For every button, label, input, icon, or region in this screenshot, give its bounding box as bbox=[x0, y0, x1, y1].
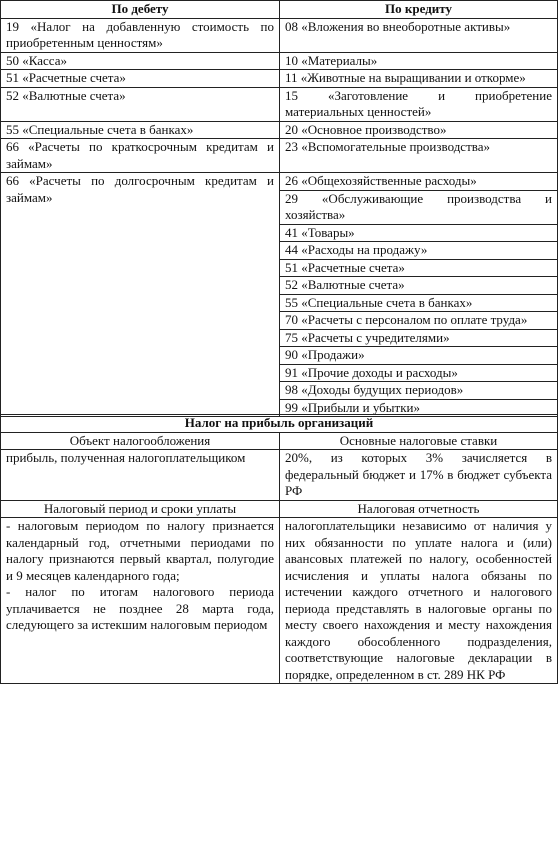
credit-cell: 29 «Обслуживающие производства и хозяйства» bbox=[280, 190, 558, 224]
accounts-row bbox=[1, 121, 558, 139]
profit-tax-row bbox=[1, 450, 558, 501]
profit-tax-title: Налог на прибыль организаций bbox=[1, 415, 558, 433]
credit-header: По кредиту bbox=[280, 1, 558, 19]
debit-cell: 66 «Расчеты по краткосрочным кредитам и займам» bbox=[1, 139, 280, 173]
credit-cell: 23 «Вспомогательные производства» bbox=[280, 139, 558, 173]
accounts-table bbox=[0, 0, 558, 417]
debit-cell: 19 «Налог на добавленную стоимость по приобретенным ценностям» bbox=[1, 18, 280, 52]
reporting-text: налогоплательщики независимо от наличия у них обязанности по уплате налога и (или) авансовых платежей по налогу, особенностей исчисления и уплаты налога обязаны по истечении каждого отчетного и налогового периода представлять в налоговые органы по месту своего нахождения и месту нахождения каждого обособленного подразделения, соответствующие налоговые декларации в порядке, определенном в ст. 289 НК РФ bbox=[280, 518, 558, 684]
credit-cell: 75 «Расчеты с учредителями» bbox=[280, 329, 558, 347]
credit-cell: 41 «Товары» bbox=[280, 224, 558, 242]
accounts-row bbox=[1, 52, 558, 70]
profit-tax-title-row bbox=[1, 415, 558, 433]
credit-cell: 20 «Основное производство» bbox=[280, 121, 558, 139]
reporting-header: Налоговая отчетность bbox=[280, 500, 558, 518]
accounts-row bbox=[1, 139, 558, 173]
credit-cell: 11 «Животные на выращивании и откорме» bbox=[280, 70, 558, 88]
period-text bbox=[1, 518, 280, 684]
credit-cell: 51 «Расчетные счета» bbox=[280, 259, 558, 277]
credit-cell: 55 «Специальные счета в банках» bbox=[280, 294, 558, 312]
credit-cell: 90 «Продажи» bbox=[280, 347, 558, 365]
object-header: Объект налогообложения bbox=[1, 432, 280, 450]
accounts-row bbox=[1, 87, 558, 121]
debit-cell: 55 «Специальные счета в банках» bbox=[1, 121, 280, 139]
credit-cell: 08 «Вложения во внеоборотные активы» bbox=[280, 18, 558, 52]
rates-text: 20%, из которых 3% зачисляется в федеральный бюджет и 17% в бюджет субъекта РФ bbox=[280, 450, 558, 501]
debit-cell: 51 «Расчетные счета» bbox=[1, 70, 280, 88]
profit-tax-table bbox=[0, 414, 558, 684]
credit-cell: 52 «Валютные счета» bbox=[280, 277, 558, 295]
debit-cell: 66 «Расчеты по долгосрочным кредитам и займам» bbox=[1, 173, 280, 417]
debit-header: По дебету bbox=[1, 1, 280, 19]
credit-cell: 91 «Прочие доходы и расходы» bbox=[280, 364, 558, 382]
period-text-paragraph: - налог по итогам налогового периода уплачивается не позднее 28 марта года, следующего за истекшим налоговым периодом bbox=[6, 584, 274, 632]
debit-cell: 52 «Валютные счета» bbox=[1, 87, 280, 121]
credit-cell: 15 «Заготовление и приобретение материальных ценностей» bbox=[280, 87, 558, 121]
rates-header: Основные налоговые ставки bbox=[280, 432, 558, 450]
debit-cell: 50 «Касса» bbox=[1, 52, 280, 70]
accounts-row bbox=[1, 18, 558, 52]
accounts-row bbox=[1, 173, 558, 191]
credit-cell: 44 «Расходы на продажу» bbox=[280, 242, 558, 260]
accounts-row bbox=[1, 70, 558, 88]
object-text: прибыль, полученная налогоплательщиком bbox=[1, 450, 280, 501]
profit-tax-header-row bbox=[1, 500, 558, 518]
period-header: Налоговый период и сроки уплаты bbox=[1, 500, 280, 518]
credit-cell: 26 «Общехозяйственные расходы» bbox=[280, 173, 558, 191]
profit-tax-row bbox=[1, 518, 558, 684]
credit-cell: 98 «Доходы будущих периодов» bbox=[280, 382, 558, 400]
credit-cell: 70 «Расчеты с персоналом по оплате труда» bbox=[280, 312, 558, 330]
accounts-header-row bbox=[1, 1, 558, 19]
credit-cell: 99 «Прибыли и убытки» bbox=[280, 399, 558, 417]
credit-cell: 10 «Материалы» bbox=[280, 52, 558, 70]
profit-tax-header-row bbox=[1, 432, 558, 450]
period-text-paragraph: - налоговым периодом по налогу признается календарный год, отчетными периодами по налогу признаются первый квартал, полугодие и 9 месяцев календарного года; bbox=[6, 518, 274, 583]
